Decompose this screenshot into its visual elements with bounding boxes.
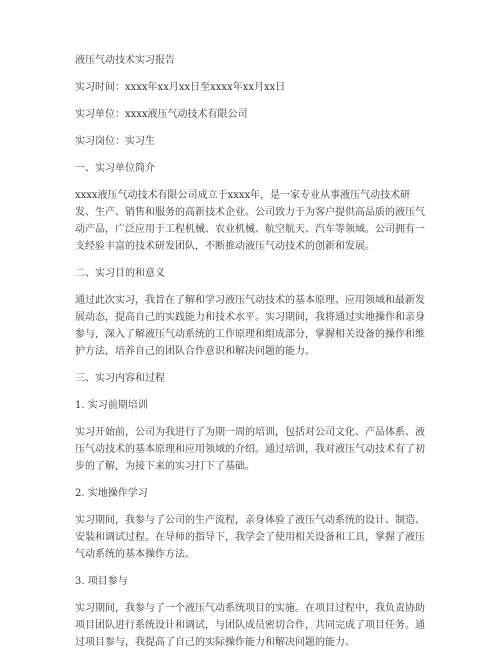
report-title: 液压气动技术实习报告 <box>75 55 175 66</box>
item-1-paragraph: 实习开始前，公司为我进行了为期一周的培训，包括对公司文化、产品体系、液压气动技术的基本原理和应用领域的介绍。通过培训，我对液压气动技术有了初步的了解，为接下来的实习打下了基础。 <box>75 427 425 472</box>
section-1-heading: 一、实习单位简介 <box>75 163 155 174</box>
section-2-paragraph: 通过此次实习，我旨在了解和学习液压气动技术的基本原理、应用领域和最新发展动态，提高自己的实践能力和技术水平。实习期间，我将通过实地操作和亲身参与，深入了解液压气动系统的工作原理和组成部分，掌握相关设备的操作和维护方法，培养自己的团队合作意识和解决问题的能力。 <box>75 295 425 357</box>
item-3-heading: 3. 项目参与 <box>75 576 128 587</box>
item-3-paragraph: 实习期间，我参与了一个液压气动系统项目的实施。在项目过程中，我负责协助项目团队进行系统设计和调试，与团队成员密切合作，共同完成了项目任务。通过项目参与，我提高了自己的实际操作能力和解决问题的能力。 <box>75 603 425 648</box>
item-2-paragraph: 实习期间，我参与了公司的生产流程，亲身体验了液压气动系统的设计、制造、安装和调试过程。在导师的指导下，我学会了使用相关设备和工具，掌握了液压气动系统的基本操作方法。 <box>75 515 425 560</box>
item-2-heading: 2. 实地操作学习 <box>75 488 148 499</box>
section-3-heading: 三、实习内容和过程 <box>75 373 165 384</box>
section-1-paragraph: xxxx液压气动技术有限公司成立于xxxx年，是一家专业从事液压气动技术研发、生产、销售和服务的高新技术企业。公司致力于为客户提供高品质的液压气动产品，广泛应用于工程机械、农业机械、航空航天、汽车等领域。公司拥有一支经验丰富的技术研发团队，不断推动液压气动技术的创新和发展。 <box>75 190 425 252</box>
internship-unit: 实习单位：xxxx液压气动技术有限公司 <box>75 109 248 120</box>
internship-time: 实习时间：xxxx年xx月xx日至xxxx年xx月xx日 <box>75 82 286 93</box>
item-1-heading: 1. 实习前期培训 <box>75 400 148 411</box>
report-body <box>75 52 427 661</box>
section-2-heading: 二、实习目的和意义 <box>75 268 165 279</box>
internship-post: 实习岗位：实习生 <box>75 136 155 147</box>
